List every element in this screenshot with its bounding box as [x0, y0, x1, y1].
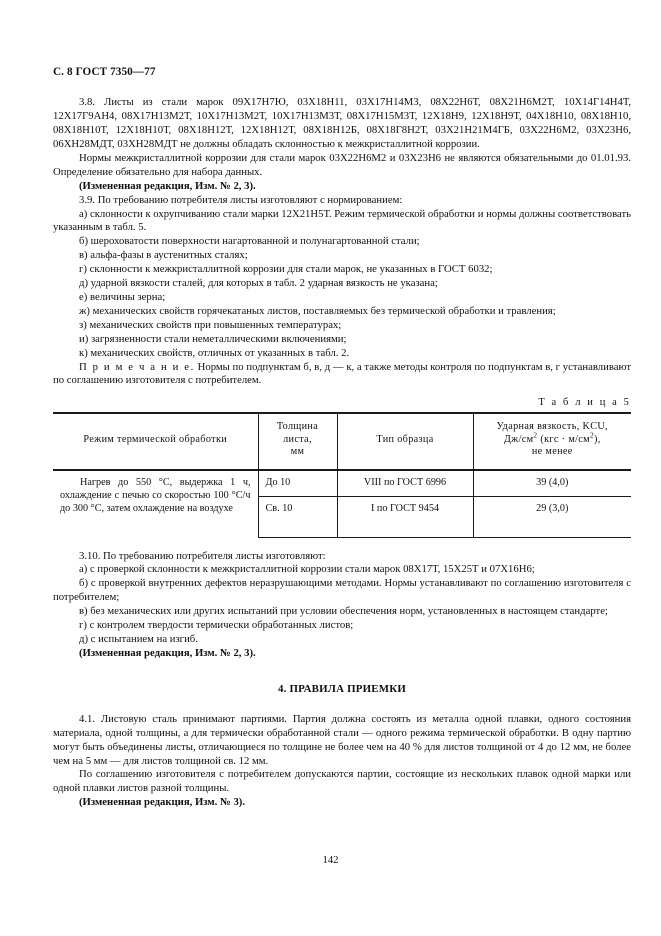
table-5-col-header-toughness [473, 413, 631, 469]
clause-4-1-paragraph-2: По соглашению изготовителя с потребителем допускаются партии, состоящие из нескольких плавок одной марки или одной плавки листов разной толщины. [53, 768, 631, 795]
clause-3-9-e: е) величины зерна; [79, 291, 166, 303]
clause-3-9-g: г) склонности к межкристаллитной коррозии для стали марок, не указанных в ГОСТ 6032; [79, 263, 493, 276]
cell-thickness: До 10 [258, 470, 337, 497]
clause-3-9-d: д) ударной вязкости сталей, для которых в табл. 2 ударная вязкость не указана; [79, 277, 438, 290]
header-line: Ударная вязкость, KCU, [496, 421, 608, 433]
clause-3-8-revision: (Измененная редакция, Изм. № 2, 3). [79, 179, 256, 192]
header-line: ), [593, 433, 601, 445]
note-text: Нормы по подпунктам б, в, д — к, а также методы контроля по подпунктам в, г устанавливают по соглашению изготовителя с потребителем. [53, 360, 631, 387]
clause-4-1-revision: (Измененная редакция, Изм. № 3). [79, 796, 246, 809]
table-5-col-header-thickness [258, 413, 337, 469]
clause-3-9-note [53, 361, 631, 389]
document-body [53, 96, 631, 810]
page-header: С. 8 ГОСТ 7350—77 [53, 66, 156, 78]
table-5 [53, 412, 631, 537]
table-5-col-header-regime [53, 413, 258, 469]
note-label: П р и м е ч а н и е. [79, 360, 195, 373]
header-line: мм [290, 446, 305, 458]
cell-regime: Нагрев до 550 °С, выдержка 1 ч, охлаждение с печью со скоростью 100 °С/ч до 300 °С, затем охлаждение на воздухе [60, 476, 251, 514]
clause-3-9-k: к) механических свойств, отличных от указанных в табл. 2. [79, 346, 350, 359]
cell-thickness: Св. 10 [258, 496, 337, 537]
clause-3-10-d: д) с испытанием на изгиб. [79, 633, 198, 645]
clause-3-9-b: б) шероховатости поверхности нагартованной и полунагартованной стали; [79, 235, 420, 248]
cell-sample: VIII по ГОСТ 6996 [337, 470, 473, 497]
header-line: Тип образца [376, 433, 434, 445]
clause-3-9-v: в) альфа-фазы в аустенитных сталях; [79, 249, 248, 262]
page-number: 142 [322, 854, 339, 866]
header-line: Толщина листа, [276, 421, 319, 445]
cell-sample: I по ГОСТ 9454 [337, 496, 473, 537]
clause-4-1: 4.1. Листовую сталь принимают партиями. Партия должна состоять из металла одной плавки, одного состояния материала, одной толщины, а для термически обработанной стали — одного режима термической обработки. В одну партию могут быть объединены листы, отличающиеся по толщине не более чем на 40 % для листов толщиной от 4 до 12 мм, не более чем на 5 мм — для листов толщиной св. 12 мм. [53, 712, 631, 767]
clause-3-10: 3.10. По требованию потребителя листы изготовляют: [79, 549, 326, 562]
clause-3-9-a: а) склонности к охрупчиванию стали марки 12Х21Н5Т. Режим термической обработки и нормы должны соответствовать указанным в табл. 5. [53, 207, 632, 234]
header-line: Дж/см [503, 433, 534, 445]
header-line: Режим термической обработки [83, 433, 228, 445]
section-4-title: 4. ПРАВИЛА ПРИЕМКИ [277, 682, 407, 695]
clause-3-9-i: и) загрязненности стали неметаллическими включениями; [79, 332, 347, 345]
cell-toughness: 39 (4,0) [473, 470, 631, 497]
clause-3-10-b: б) с проверкой внутренних дефектов неразрушающими методами. Нормы устанавливают по соглашению изготовителя с потребителем; [53, 577, 631, 604]
table-5-caption: Т а б л и ц а 5 [538, 397, 631, 409]
clause-3-9-z: з) механических свойств при повышенных температурах; [79, 318, 342, 331]
clause-3-10-a: а) с проверкой склонности к межкристаллитной коррозии стали марок 08Х17Т, 15Х25Т и 07Х16Н6; [79, 563, 535, 576]
clause-3-9: 3.9. По требованию потребителя листы изготовляют с нормированием: [79, 193, 403, 206]
header-line: (кгс · м/см [537, 433, 590, 445]
cell-toughness: 29 (3,0) [473, 496, 631, 537]
clause-3-9-zh: ж) механических свойств горячекатаных листов, поставляемых без термической обработки и травления; [79, 304, 556, 317]
header-line: не менее [531, 446, 573, 458]
clause-3-10-g: г) с контролем твердости термически обработанных листов; [79, 619, 354, 632]
header-exponent: 2 [533, 430, 538, 440]
clause-3-8-note: Нормы межкристаллитной коррозии для стали марок 03Х22Н6М2 и 03Х23Н6 не являются обязательными до 01.01.93. Определение обязательно для набора данных. [53, 151, 631, 178]
table-5-header-row [53, 413, 631, 469]
clause-3-8: 3.8. Листы из стали марок 09Х17Н7Ю, 03Х18Н11, 03Х17Н14М3, 08Х22Н6Т, 08Х21Н6М2Т, 10Х14Г14Н4Т, 12Х17Г9АН4, 08Х17Н13М2Т, 10Х17Н13М2Т, 10Х17Н13М3Т, 08Х17Н15М3Т, 12Х18Н9, 12Х18Н9Т, 04Х18Н10, 08Х18Н10, 08Х18Н10Т, 12Х18Н10Т, 08Х18Н12Т, 12Х18Н12Т, 08Х18Н12Б, 08Х18Г8Н2Т, 03Х21Н21М4ГБ, 03Х22Н6М2, 03Х23Н6, 06ХН28МДТ, 03ХН28МДТ не должны обладать склонностью к межкристаллитной коррозии. [53, 96, 631, 151]
table-row [53, 470, 631, 497]
clause-3-10-revision: (Измененная редакция, Изм. № 2, 3). [79, 646, 256, 659]
clause-3-10-v: в) без механических или других испытаний при условии обеспечения норм, установленных в настоящем стандарте; [79, 605, 608, 618]
table-5-col-header-sample [337, 413, 473, 469]
header-exponent: 2 [589, 430, 594, 440]
